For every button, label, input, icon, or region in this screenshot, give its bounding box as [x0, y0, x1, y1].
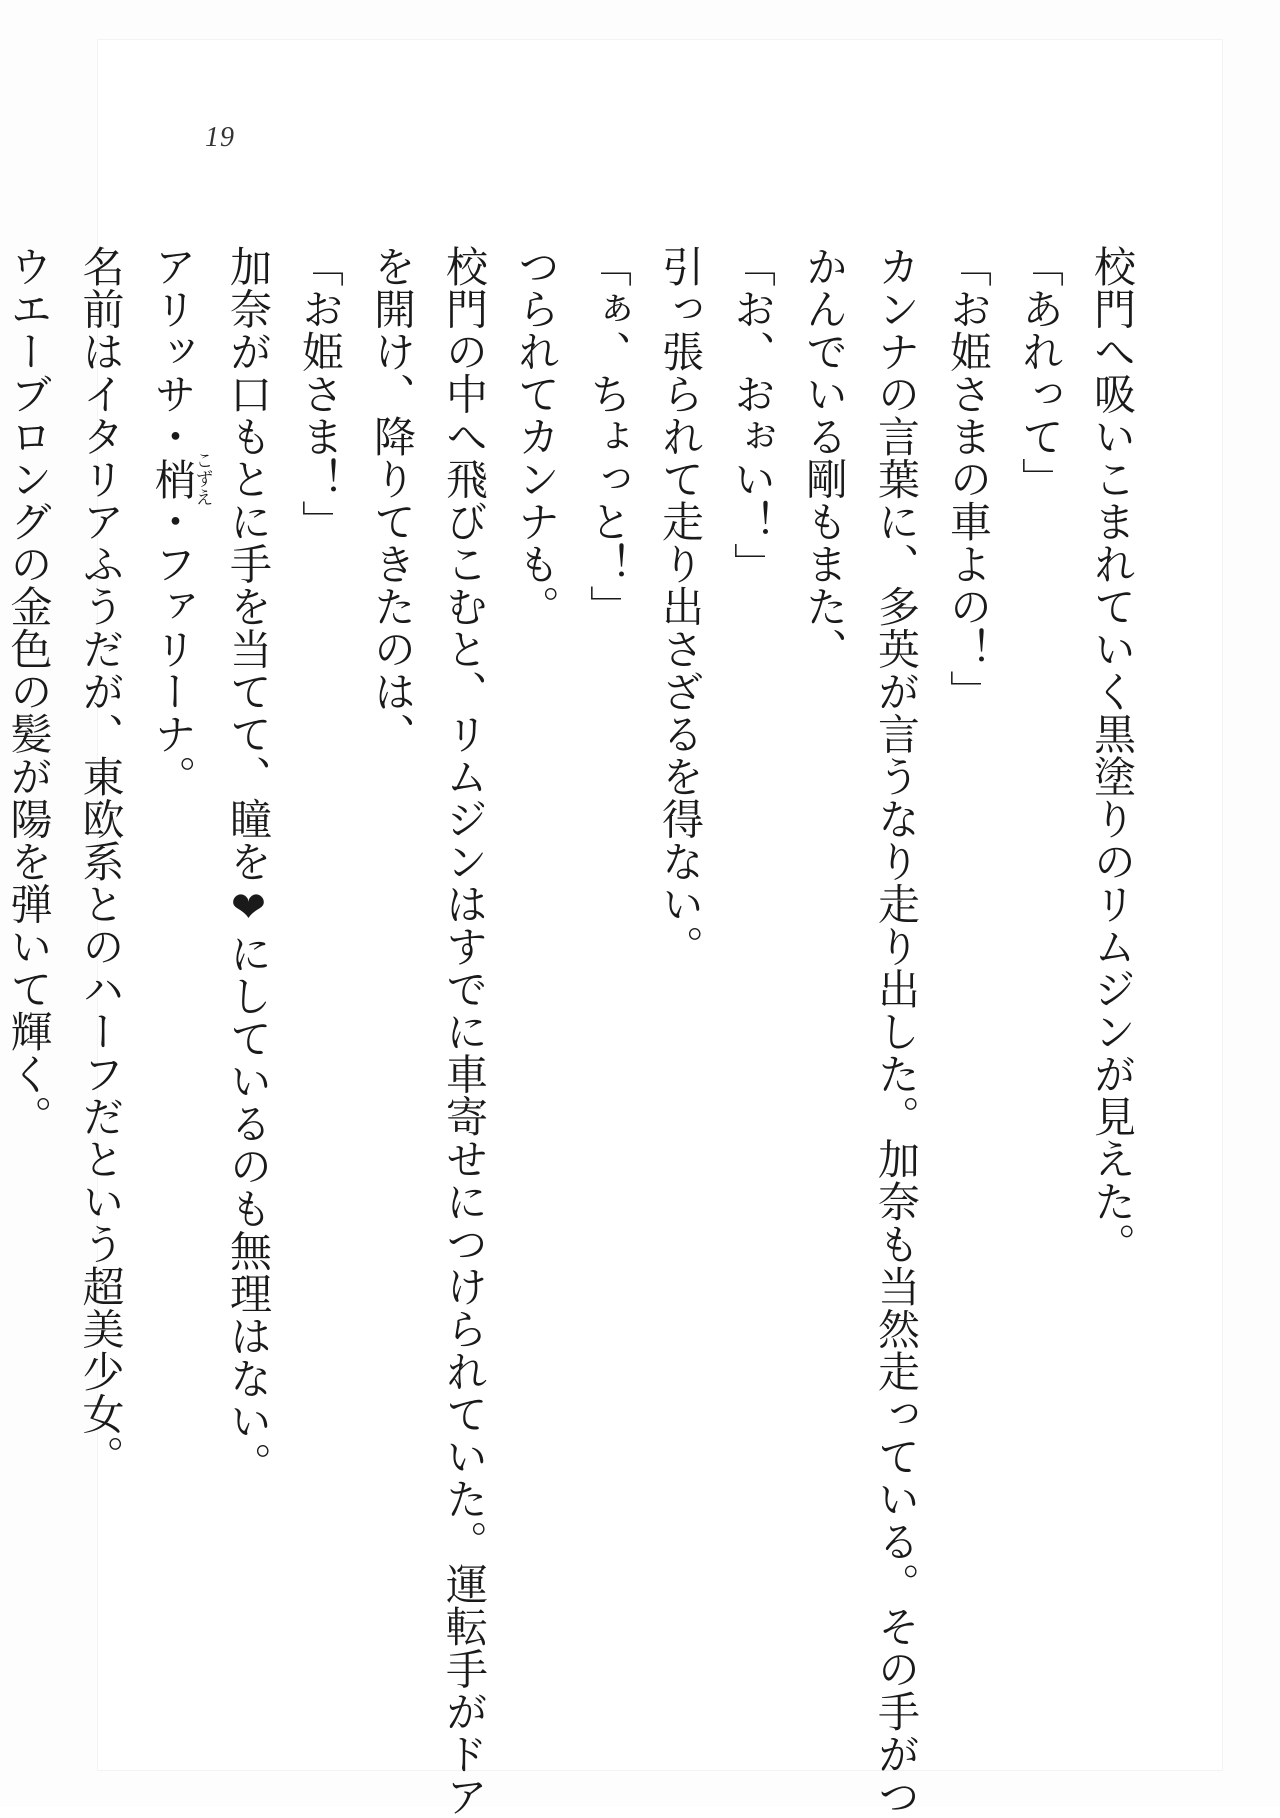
ruby-after: ・ファリーナ。 [148, 500, 198, 798]
text-line: かんでいる剛もまた、 [800, 245, 849, 670]
vertical-body-text [4, 245, 1148, 1818]
text-line: 名前はイタリアふうだが、東欧系とのハーフだという超美少女。 [76, 245, 126, 1478]
text-line: 「お姫さま！」 [296, 245, 345, 543]
text-line: 「お姫さまの車よの！」 [944, 245, 993, 713]
page-number: 19 [205, 122, 235, 153]
text-line: を開け、降りてきたのは、 [368, 245, 417, 755]
text-line: つられてカンナも。 [512, 245, 561, 628]
text-line: 引っ張られて走り出さざるを得ない。 [656, 245, 705, 968]
text-line: ウエーブロングの金色の髪が陽を弾いて輝く。 [4, 245, 54, 1138]
text-line: 校門へ吸いこまれていく黒塗りのリムジンが見えた。 [1088, 245, 1137, 1265]
text-line-with-ruby [137, 245, 213, 1725]
text-line: 校門の中へ飛びこむと、リムジンはすでに車寄せにつけられていた。運転手がドア [440, 245, 489, 1818]
text-line: 「ぁ、ちょっと！」 [584, 245, 633, 628]
text-line: 加奈が口もとに手を当てて、瞳を❤にしているのも無理はない。 [224, 245, 273, 1485]
text-line: 「あれって」 [1016, 245, 1065, 500]
ruby-reading: こずえ [192, 451, 214, 507]
ruby-base: 梢 [148, 451, 198, 507]
ruby-before: アリッサ・ [148, 245, 198, 458]
text-line: 「お、おぉい！」 [728, 245, 777, 585]
ruby-annotation [148, 451, 214, 507]
text-line: カンナの言葉に、多英が言うなり走り出した。加奈も当然走っている。その手がつ [872, 245, 921, 1818]
